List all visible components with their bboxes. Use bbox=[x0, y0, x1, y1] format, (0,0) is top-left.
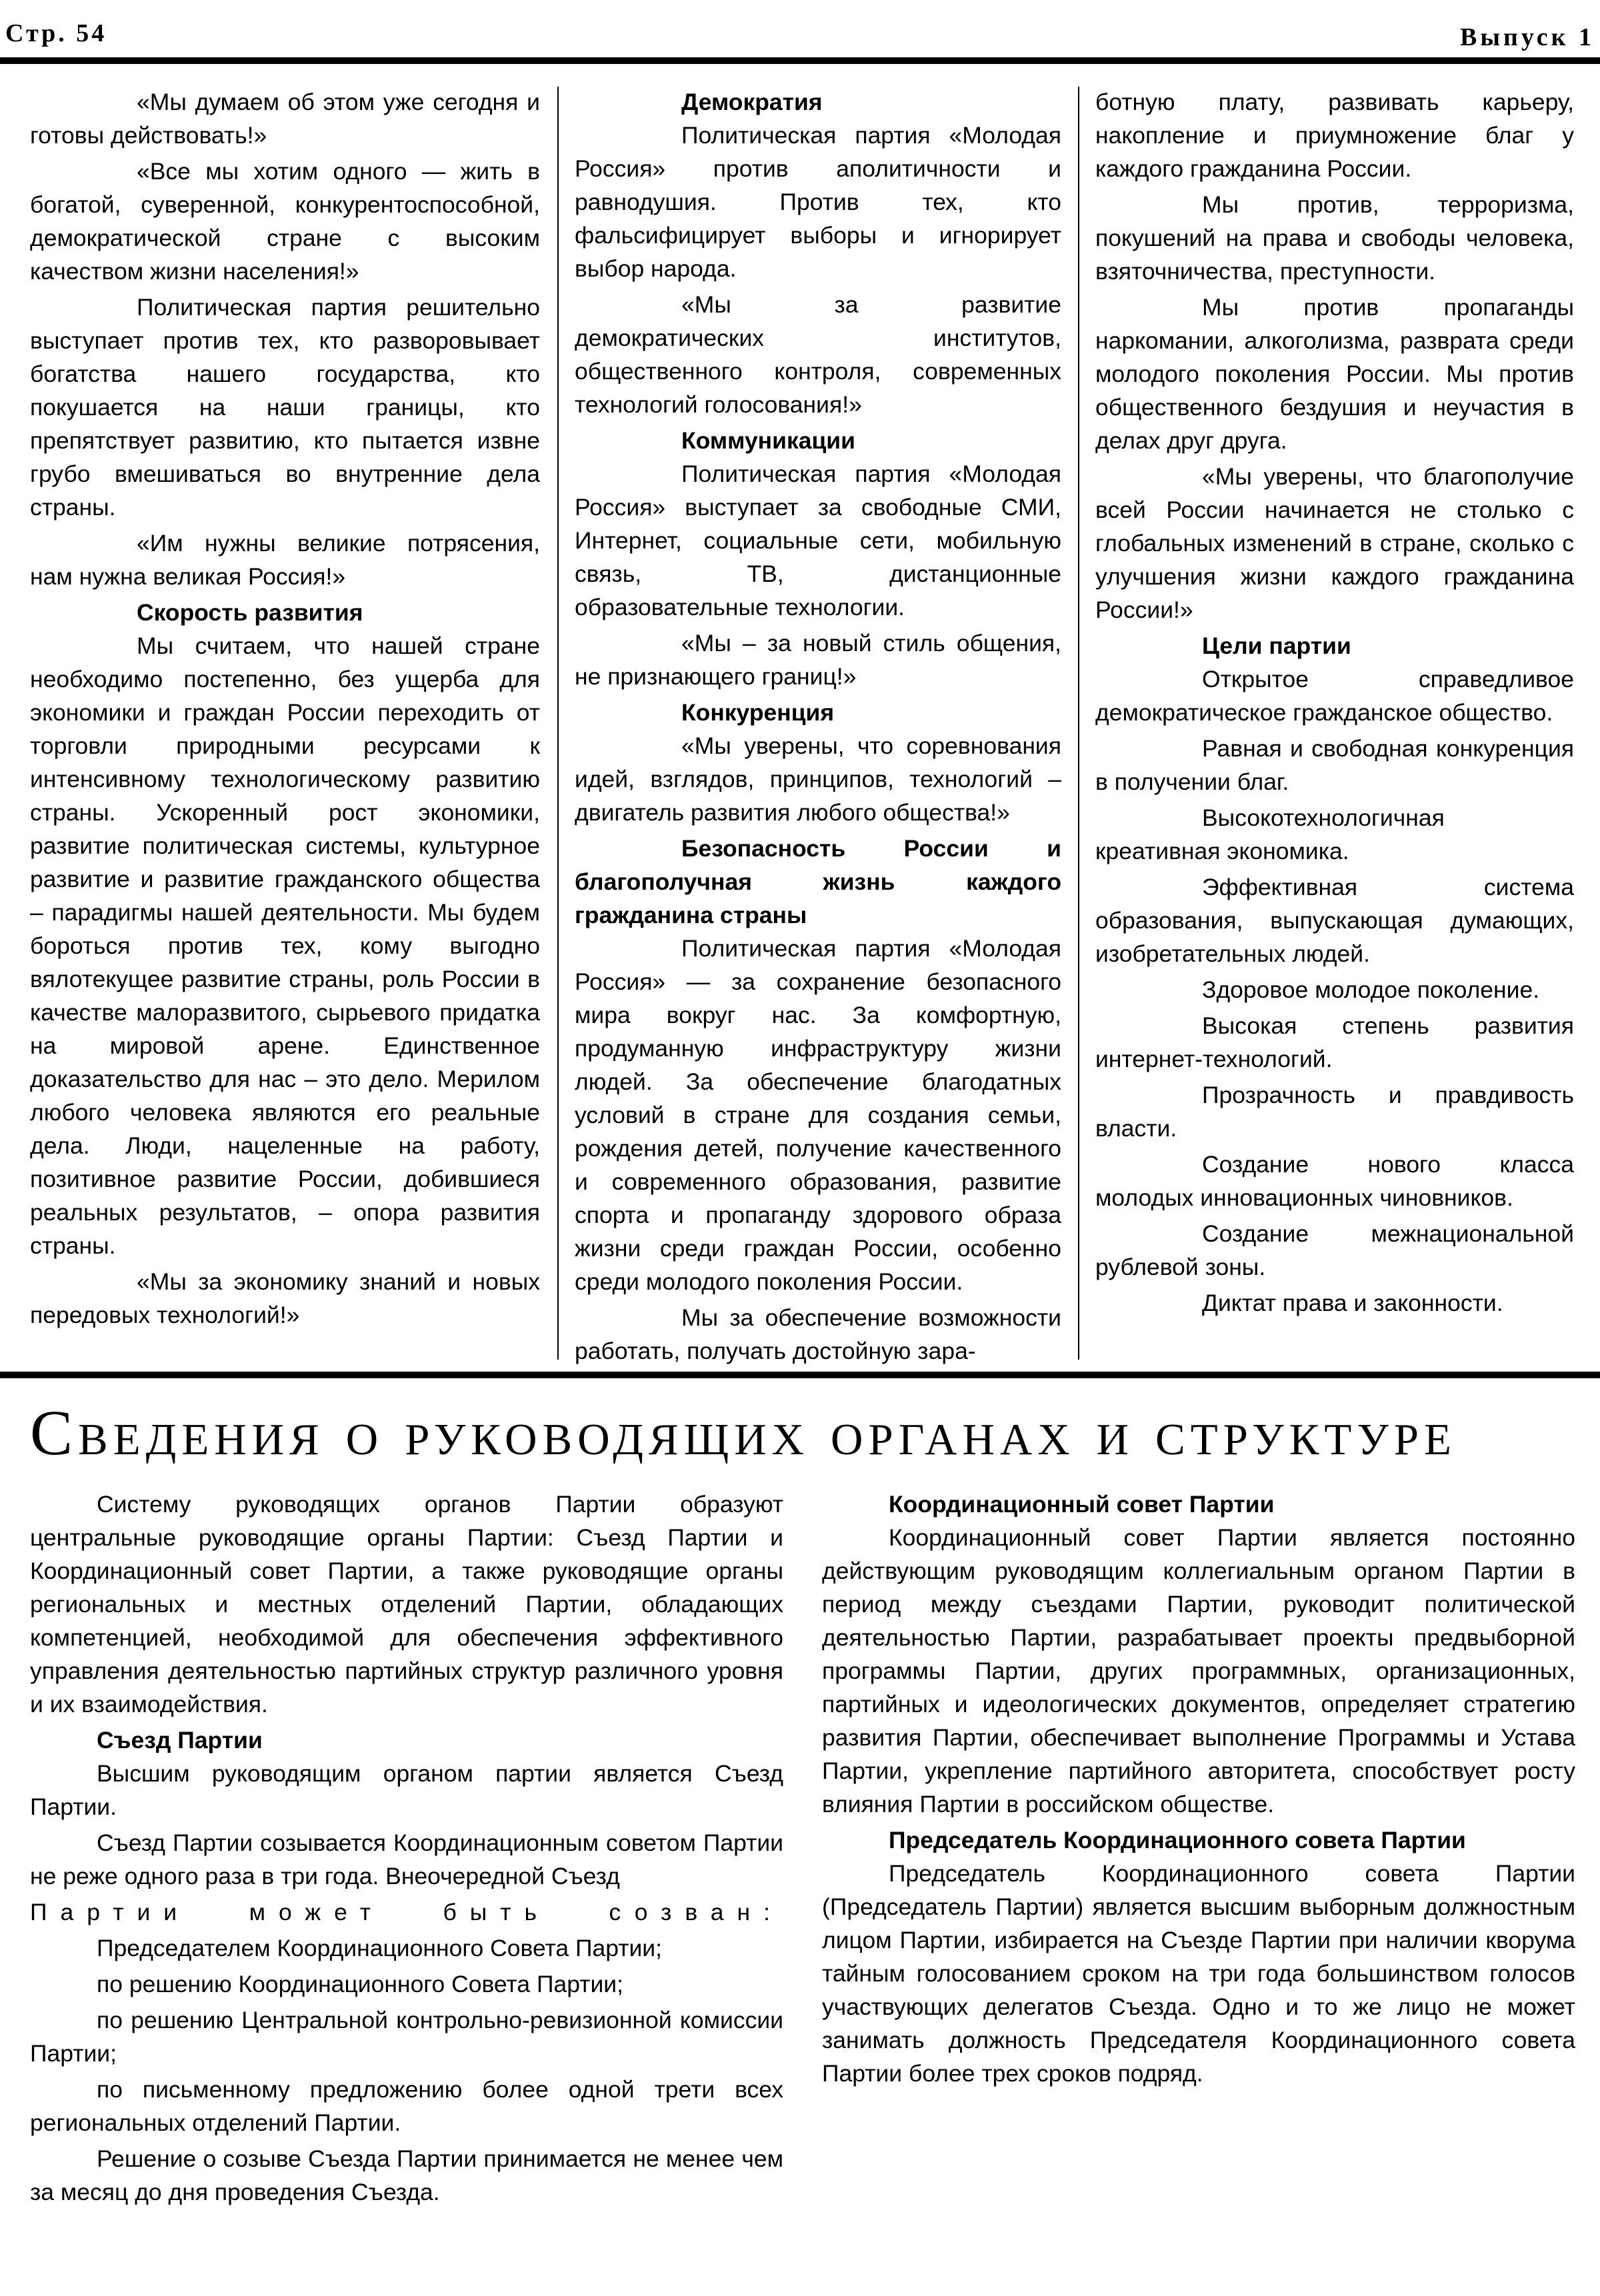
paragraph: Высокотехнологичная креативная экономика. bbox=[1095, 804, 1445, 864]
top-column-1 bbox=[30, 85, 540, 1334]
column-divider bbox=[1078, 87, 1079, 1360]
subheading: Цели партии bbox=[1202, 632, 1351, 659]
paragraph: Политическая партия решительно выступает против тех, кто разворовывает богатства нашего государства, кто покушается на наши границы, кто препятствует развитию, кто пытается извне грубо вмешиваться во внутренние дела страны. bbox=[30, 294, 540, 521]
paragraph: Решение о созыве Съезда Партии принимается не менее чем за месяц до дня проведения Съезда. bbox=[30, 2145, 783, 2205]
paragraph: Мы за обеспечение возможности работать, получать достойную зара- bbox=[575, 1304, 1061, 1364]
paragraph: Прозрачность и правдивость власти. bbox=[1095, 1082, 1574, 1142]
paragraph: Диктат права и законности. bbox=[1202, 1290, 1503, 1316]
paragraph: «Мы уверены, что благополучие всей России начинается не столько с глобальных изменений в стране, сколько с улучшения жизни каждого гражданина России!» bbox=[1095, 463, 1574, 623]
paragraph: Создание нового класса молодых инновационных чиновников. bbox=[1095, 1151, 1574, 1211]
issue-number: Выпуск 1 bbox=[1459, 23, 1595, 51]
paragraph: по решению Центральной контрольно-ревизионной комиссии Партии; bbox=[30, 2007, 783, 2067]
subheading: Председатель Координационного совета Партии bbox=[889, 1827, 1466, 1853]
page-number: Стр. 54 bbox=[5, 19, 107, 47]
paragraph: Съезд Партии созывается Координационным советом Партии не реже одного раза в три года. Внеочередной Съезд bbox=[30, 1829, 783, 1889]
subheading: Конкуренция bbox=[681, 699, 835, 726]
paragraph: Политическая партия «Молодая Россия» — за сохранение безопасного мира вокруг нас. За комфортную, продуманную инфраструктуру жизни людей. За обеспечение благодатных условий в стране для создания семьи, рождения детей, получение качественного и современного образования, развитие спорта и пропаганду здорового образа жизни среди граждан России, особенно среди молодого поколения России. bbox=[575, 935, 1061, 1295]
column-divider bbox=[557, 87, 559, 1360]
paragraph: «Мы – за новый стиль общения, не признающего границ!» bbox=[575, 630, 1061, 690]
paragraph: «Мы за экономику знаний и новых передовых технологий!» bbox=[30, 1268, 540, 1328]
top-column-3 bbox=[1095, 85, 1574, 1322]
paragraph: «Мы за развитие демократических институтов, общественного контроля, современных технологий голосования!» bbox=[575, 291, 1061, 418]
paragraph: Политическая партия «Молодая Россия» против аполитичности и равнодушия. Против тех, кто фальсифицирует выборы и игнорирует выбор народа. bbox=[575, 122, 1061, 282]
paragraph: по письменному предложению более одной трети всех региональных отделений Партии. bbox=[30, 2076, 783, 2136]
paragraph: Создание межнациональной рублевой зоны. bbox=[1095, 1220, 1574, 1280]
paragraph: по решению Координационного Совета Партии; bbox=[97, 1971, 623, 1997]
paragraph: «Все мы хотим одного — жить в богатой, суверенной, конкурентоспособной, демократической стране с высоким качеством жизни населения!» bbox=[30, 158, 540, 285]
paragraph: Эффективная система образования, выпускающая думающих, изобретательных людей. bbox=[1095, 874, 1574, 967]
bottom-column-2 bbox=[822, 1488, 1575, 2093]
paragraph: «Мы уверены, что соревнования идей, взглядов, принципов, технологий – двигатель развития любого общества!» bbox=[575, 732, 1061, 826]
paragraph: Открытое справедливое демократическое гражданское общество. bbox=[1095, 666, 1574, 726]
paragraph: Систему руководящих органов Партии образуют центральные руководящие органы Партии: Съезд Партии и Координационный совет Партии, а также руководящие органы региональных и местных отделений Партии, обладающих компетенцией, необходимой для обеспечения эффективного управления деятельностью партийных структур различного уровня и их взаимодействия. bbox=[30, 1491, 783, 1718]
paragraph: Высокая степень развития интернет-технологий. bbox=[1095, 1012, 1574, 1072]
paragraph: Равная и свободная конкуренция в получении благ. bbox=[1095, 735, 1574, 795]
section-rule bbox=[0, 1372, 1600, 1378]
subheading: Съезд Партии bbox=[97, 1727, 263, 1753]
top-column-2 bbox=[575, 85, 1061, 1370]
paragraph: Координационный совет Партии является постоянно действующим руководящим коллегиальным органом Партии в период между съездами Партии, руководит политической деятельностью Партии, разрабатывает проекты предвыборной программы Партии, других программных, организационных, партийных и идеологических документов, определяет стратегию развития Партии, обеспечивает выполнение Программы и Устава Партии, укрепление партийного авторитета, способствует росту влияния Партии в российском обществе. bbox=[822, 1524, 1575, 1817]
paragraph: Мы против пропаганды наркомании, алкоголизма, разврата среди молодого поколения России. Мы против общественного бездушия и неучастия в делах друг друга. bbox=[1095, 294, 1574, 454]
subheading: Скорость развития bbox=[137, 599, 363, 626]
paragraph: Мы считаем, что нашей стране необходимо постепенно, без ущерба для экономики и граждан России переходить от торговли природными ресурсами к интенсивному технологическому развитию страны. Ускоренный рост экономики, развитие политическая системы, культурное развитие и развитие гражданского общества – парадигмы нашей деятельности. Мы будем бороться против тех, кому выгодно вялотекущее развитие страны, роль России в качестве малоразвитого, сырьевого придатка на мировой арене. Единственное доказательство для нас – это дело. Мерилом любого человека являются его реальные дела. Люди, нацеленные на работу, позитивное развитие России, добившиеся реальных результатов, – опора развития страны. bbox=[30, 632, 540, 1259]
page-header bbox=[0, 0, 1600, 67]
paragraph: Здоровое молодое поколение. bbox=[1202, 976, 1540, 1003]
paragraph: «Мы думаем об этом уже сегодня и готовы действовать!» bbox=[30, 89, 540, 149]
paragraph: Председатель Координационного совета Партии (Председатель Партии) является высшим выборным должностным лицом Партии, избирается на Съезде Партии при наличии кворума тайным голосованием сроком на три года большинством голосов участвующих делегатов Съезда. Одно и то же лицо не может занимать должность Председателя Координационного совета Партии более трех сроков подряд. bbox=[822, 1860, 1575, 2087]
paragraph: «Им нужны великие потрясения, нам нужна великая Россия!» bbox=[30, 530, 540, 590]
paragraph: Политическая партия «Молодая Россия» выступает за свободные СМИ, Интернет, социальные сети, мобильную связь, ТВ, дистанционные образовательные технологии. bbox=[575, 461, 1061, 620]
subheading: Коммуникации bbox=[681, 427, 855, 454]
paragraph: Председателем Координационного Совета Партии; bbox=[97, 1935, 662, 1961]
section-title: Сведения о руководящих органах и структуре bbox=[30, 1397, 1457, 1468]
subheading: Безопасность России и благополучная жизнь каждого гражданина страны bbox=[575, 835, 1061, 928]
subheading: Демократия bbox=[681, 89, 823, 115]
paragraph: Партии может быть созван: bbox=[30, 1899, 783, 1925]
top-rule bbox=[0, 57, 1600, 64]
bottom-column-1 bbox=[30, 1488, 783, 2211]
subheading: Координационный совет Партии bbox=[889, 1491, 1275, 1518]
paragraph: ботную плату, развивать карьеру, накопление и приумножение благ у каждого гражданина России. bbox=[1095, 89, 1574, 182]
paragraph: Высшим руководящим органом партии является Съезд Партии. bbox=[30, 1760, 783, 1820]
paragraph: Мы против, терроризма, покушений на права и свободы человека, взяточничества, преступности. bbox=[1095, 191, 1574, 285]
